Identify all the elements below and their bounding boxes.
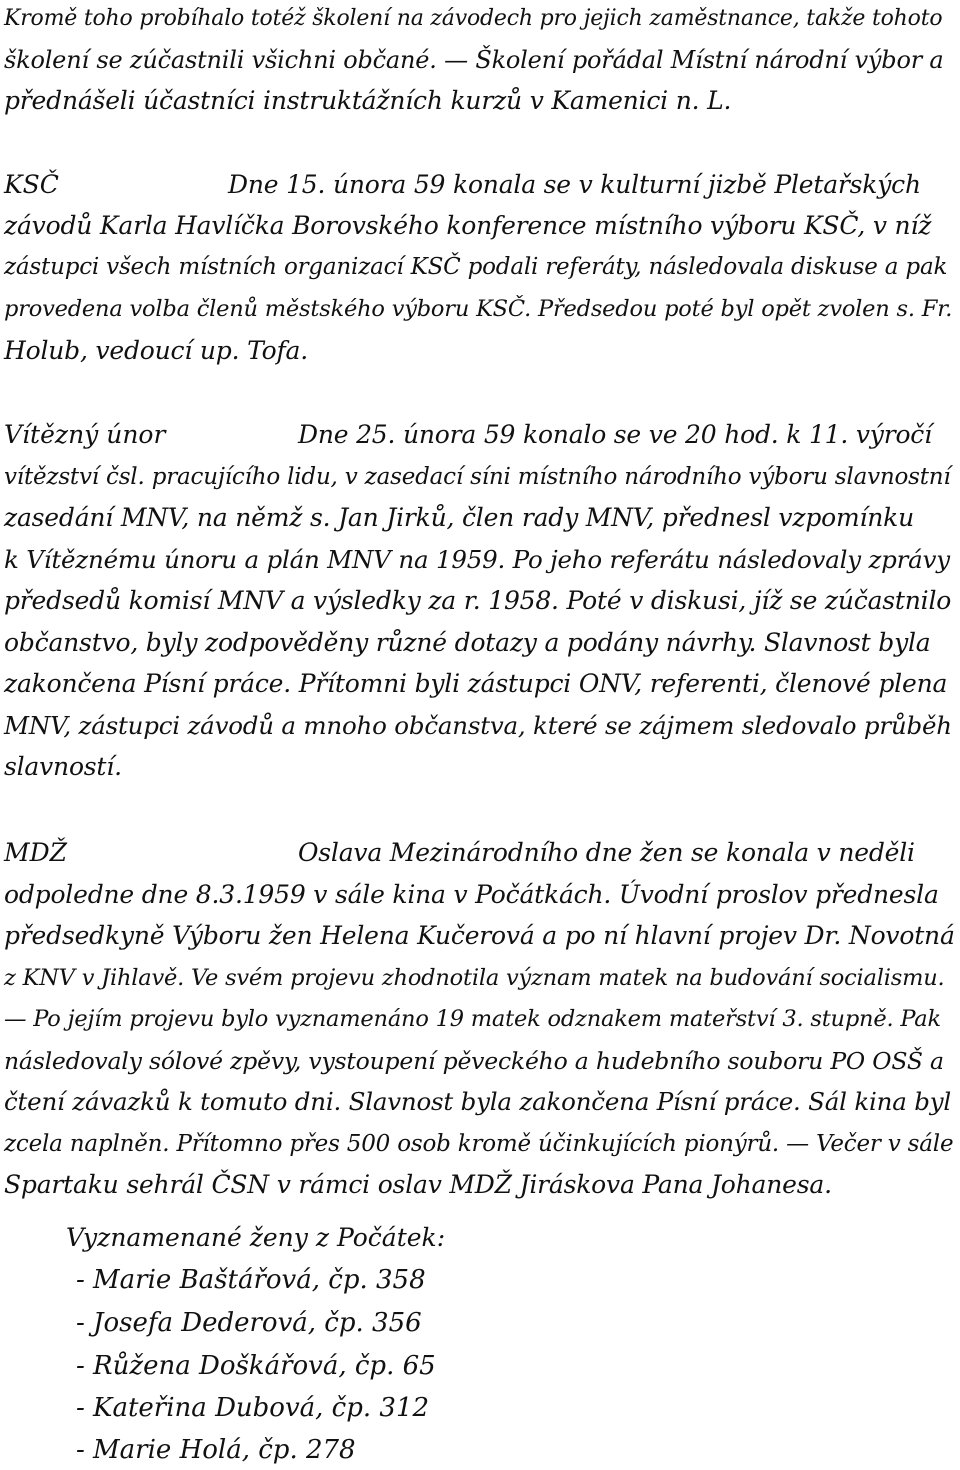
vitezny-unor-line: zasedání MNV, na němž s. Jan Jirků, člen rady MNV, přednesl vzpomínku: [4, 503, 915, 532]
vitezny-unor-line: k Vítěznému únoru a plán MNV na 1959. Po jeho referátu následovaly zprávy: [4, 545, 950, 574]
ksc-line: provedena volba členů městského výboru KSČ. Předsedou poté byl opět zvolen s. Fr.: [4, 296, 953, 322]
mdz-line: předsedkyně Výboru žen Helena Kučerová a po ní hlavní projev Dr. Novotná: [4, 921, 955, 950]
intro-line: školení se zúčastnili všichni občané. — Školení pořádal Místní národní výbor a: [4, 46, 944, 74]
awarded-woman-item: - Kateřina Dubová, čp. 312: [76, 1393, 430, 1423]
vitezny-unor-first-line: Dne 25. února 59 konalo se ve 20 hod. k 11. výročí: [298, 420, 932, 449]
mdz-line: Spartaku sehrál ČSN v rámci oslav MDŽ Jiráskova Pana Johanesa.: [4, 1170, 832, 1199]
mdz-line: z KNV v Jihlavě. Ve svém projevu zhodnotila význam matek na budování socialismu.: [4, 965, 945, 991]
vitezny-unor-line: vítězství čsl. pracujícího lidu, v zasedací síni místního národního výboru slavnostní: [4, 464, 951, 490]
awarded-woman-item: - Marie Holá, čp. 278: [76, 1435, 356, 1465]
vitezny-unor-line: předsedů komisí MNV a výsledky za r. 1958. Poté v diskusi, jíž se zúčastnilo: [4, 586, 952, 615]
mdz-line: — Po jejím projevu bylo vyznamenáno 19 matek odznakem mateřství 3. stupně. Pak: [4, 1006, 941, 1032]
vitezny-unor-line: MNV, zástupci závodů a mnoho občanstva, které se zájmem sledovalo průběh: [4, 711, 952, 740]
mdz-line: zcela naplněn. Přítomno přes 500 osob kromě účinkujících pionýrů. — Večer v sále: [4, 1131, 954, 1157]
mdz-line: čtení závazků k tomuto dni. Slavnost byla zakončena Písní práce. Sál kina byl: [4, 1087, 952, 1116]
ksc-line: zástupci všech místních organizací KSČ podali referáty, následovala diskuse a pak: [4, 254, 948, 280]
mdz-first-line: Oslava Mezinárodního dne žen se konala v neděli: [298, 838, 915, 867]
awarded-woman-item: - Marie Baštářová, čp. 358: [76, 1265, 426, 1295]
ksc-first-line: Dne 15. února 59 konala se v kulturní jizbě Pletařských: [228, 170, 921, 199]
mdz-line: odpoledne dne 8.3.1959 v sále kina v Počátkách. Úvodní proslov přednesla: [4, 880, 939, 909]
vitezny-unor-line: zakončena Písní práce. Přítomni byli zástupci ONV, referenti, členové plena: [4, 669, 948, 698]
awarded-woman-item: - Josefa Dederová, čp. 356: [76, 1308, 422, 1338]
mdz-line: následovaly sólové zpěvy, vystoupení pěveckého a hudebního souboru PO OSŠ a: [4, 1047, 944, 1075]
vitezny-unor-line: občanstvo, byly zodpověděny různé dotazy a podány návrhy. Slavnost byla: [4, 628, 931, 657]
section-label-mdz: MDŽ: [4, 838, 68, 867]
vitezny-unor-line: slavností.: [4, 752, 122, 781]
section-label-vitezny-unor: Vítězný únor: [4, 420, 166, 449]
awarded-woman-item: - Růžena Doškářová, čp. 65: [76, 1351, 436, 1381]
intro-line: přednášeli účastníci instruktážních kurzů v Kamenici n. L.: [4, 86, 732, 115]
intro-line: Kromě toho probíhalo totéž školení na závodech pro jejich zaměstnance, takže tohoto: [4, 6, 943, 31]
awarded-women-title: Vyznamenané ženy z Počátek:: [66, 1223, 446, 1252]
ksc-line: závodů Karla Havlíčka Borovského konference místního výboru KSČ, v níž: [4, 211, 932, 240]
section-label-ksc: KSČ: [4, 170, 59, 199]
ksc-line: Holub, vedoucí up. Tofa.: [4, 336, 308, 365]
